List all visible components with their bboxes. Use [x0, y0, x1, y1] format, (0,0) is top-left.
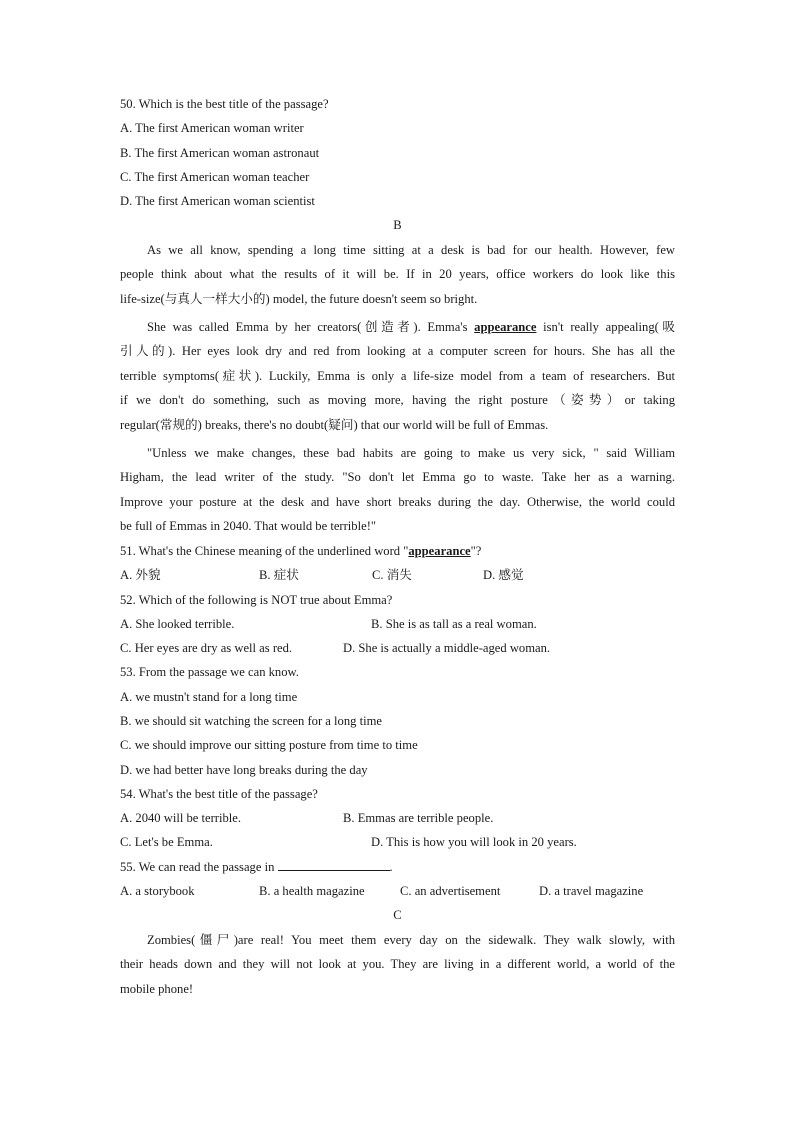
passage-c-paragraph-1: [120, 928, 675, 1002]
question-52-options-row-2: [120, 636, 675, 660]
question-54-options-row-2: [120, 830, 675, 854]
question-50-option-a: A. The first American woman writer: [120, 121, 304, 136]
question-54-stem: 54. What's the best title of the passage?: [120, 786, 318, 801]
passage-line: their heads down and they will not look at you. They are living in a different world, a world of the: [120, 957, 675, 972]
passage-text: isn't really appealing(吸: [536, 319, 675, 334]
question-54-option-a: A. 2040 will be terrible.: [120, 811, 242, 826]
question-55-option-a: A. a storybook: [120, 884, 195, 899]
passage-line: be full of Emmas in 2040. That would be terrible!": [120, 519, 377, 534]
passage-line: people think about what the results of it will be. If in 20 years, office workers do look like this: [120, 267, 675, 282]
question-50-option-b: B. The first American woman astronaut: [120, 145, 320, 160]
passage-b-paragraph-2: [120, 315, 675, 438]
question-53-option-c: C. we should improve our sitting posture from time to time: [120, 738, 418, 753]
question-55-option-d: D. a travel magazine: [539, 884, 644, 899]
passage-line: terrible symptoms(症状). Luckily, Emma is only a life-size model from a team of researchers. But: [120, 368, 675, 383]
section-c-label: C: [393, 908, 402, 923]
question-52-stem: 52. Which of the following is NOT true about Emma?: [120, 592, 393, 607]
question-54-option-d: D. This is how you will look in 20 years.: [371, 835, 577, 850]
question-55-option-c: C. an advertisement: [400, 884, 501, 899]
passage-line: Improve your posture at the desk and have short breaks during the day. Otherwise, the world could: [120, 494, 675, 509]
question-53-option-a: A. we mustn't stand for a long time: [120, 689, 298, 704]
question-53-option-d: D. we had better have long breaks during the day: [120, 762, 368, 777]
passage-line: if we don't do something, such as moving more, having the right posture（姿势）or taking: [120, 393, 675, 408]
question-51-options: [120, 563, 675, 587]
stem-text: "?: [470, 543, 482, 558]
question-55-options: [120, 879, 675, 903]
answer-blank: [278, 856, 390, 871]
stem-text: 55. We can read the passage in: [120, 859, 275, 874]
question-54-option-c: C. Let's be Emma.: [120, 835, 213, 850]
question-54-option-b: B. Emmas are terrible people.: [343, 811, 494, 826]
underlined-word: appearance: [474, 319, 537, 334]
question-51-option-b: B. 症状: [259, 568, 299, 583]
stem-text: .: [389, 859, 393, 874]
passage-line: mobile phone!: [120, 981, 194, 996]
question-50-stem: 50. Which is the best title of the passage?: [120, 97, 329, 111]
question-52-option-a: A. She looked terrible.: [120, 616, 235, 631]
passage-line: life-size(与真人一样大小的) model, the future doesn't seem so bright.: [120, 291, 478, 306]
passage-line: "Unless we make changes, these bad habits are going to make us very sick, " said William: [147, 445, 675, 460]
question-53-stem: 53. From the passage we can know.: [120, 665, 299, 680]
question-50-option-d: D. The first American woman scientist: [120, 194, 315, 209]
question-52-options-row-1: [120, 612, 675, 636]
question-54-options-row-1: [120, 806, 675, 830]
passage-b-paragraph-3: [120, 441, 675, 539]
worksheet-page: [120, 92, 675, 1001]
question-55-stem: [120, 855, 675, 879]
question-52-option-c: C. Her eyes are dry as well as red.: [120, 641, 293, 656]
question-51-option-c: C. 消失: [372, 568, 412, 583]
question-52-option-b: B. She is as tall as a real woman.: [371, 616, 537, 631]
question-51-option-d: D. 感觉: [483, 568, 524, 583]
passage-line: As we all know, spending a long time sitting at a desk is bad for our health. However, few: [147, 242, 675, 257]
passage-line: [120, 315, 675, 340]
passage-line: Zombies(僵尸)are real! You meet them every day on the sidewalk. They walk slowly, with: [147, 932, 675, 947]
underlined-word: appearance: [408, 543, 471, 558]
passage-b-paragraph-1: [120, 238, 675, 312]
question-52-option-d: D. She is actually a middle-aged woman.: [343, 641, 551, 656]
question-51-option-a: A. 外貌: [120, 568, 161, 583]
question-55-option-b: B. a health magazine: [259, 884, 365, 899]
passage-line: 引人的). Her eyes look dry and red from looking at a computer screen for hours. She has all the: [120, 344, 675, 359]
passage-text: She was called Emma by her creators(创造者). Emma's: [147, 319, 475, 334]
section-b-label: B: [393, 218, 402, 233]
question-50-option-c: C. The first American woman teacher: [120, 169, 310, 184]
passage-line: regular(常规的) breaks, there's no doubt(疑问) that our world will be full of Emmas.: [120, 417, 549, 432]
question-53-option-b: B. we should sit watching the screen for a long time: [120, 713, 382, 728]
question-51-stem: [120, 539, 675, 563]
passage-line: Higham, the lead writer of the study. "So don't let Emma go to waste. Take her as a warning.: [120, 470, 675, 485]
stem-text: 51. What's the Chinese meaning of the underlined word ": [120, 543, 409, 558]
